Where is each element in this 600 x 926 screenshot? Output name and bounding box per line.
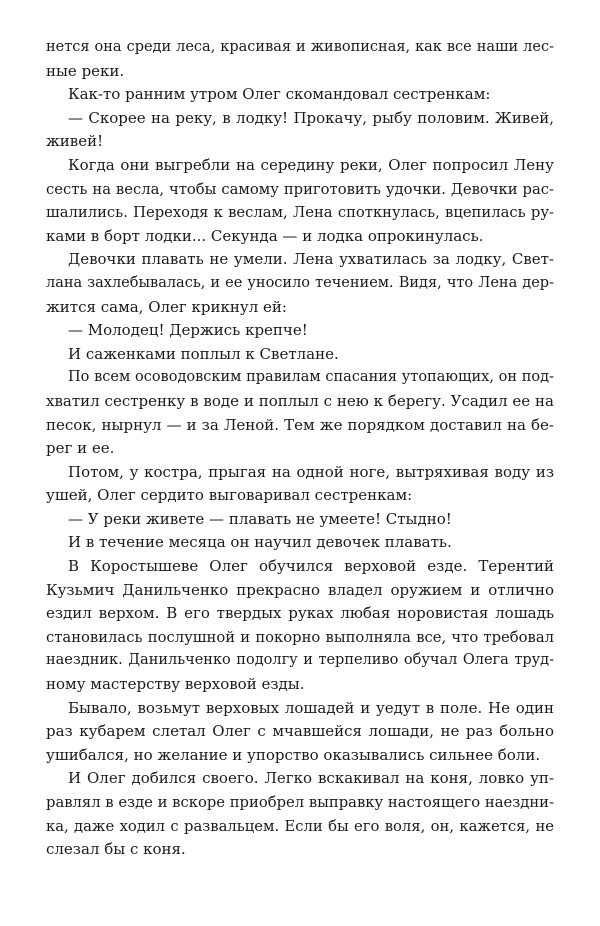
paragraph (46, 531, 554, 555)
text-line: — Скорее на реку, в лодку! Прокачу, рыбу половим. Живей, (68, 108, 554, 127)
text-line: хватил сестренку в воде и поплыл с нею к берегу. Усадил ее на (46, 391, 554, 410)
text-line: наездник. Данильченко подолгу и терпеливо обучал Олега труд- (46, 652, 554, 669)
paragraph (46, 83, 554, 107)
paragraph (46, 248, 554, 319)
text-line: раз кубарем слетал Олег с мчавшейся лошади, не раз больно (46, 722, 554, 741)
text-line: ному мастерству верховой езды. (46, 675, 305, 694)
paragraph (46, 343, 554, 367)
book-page (46, 36, 554, 862)
text-line: ные реки. (46, 61, 125, 80)
paragraph (46, 461, 554, 508)
paragraph (46, 508, 554, 532)
text-line: И Олег добился своего. Легко вскакивал на коня, ловко уп- (68, 769, 554, 788)
paragraph (46, 555, 554, 697)
text-line: лана захлебывалась, и ее уносило течением. Видя, что Лена дер- (46, 274, 554, 291)
text-line: ушей, Олег сердито выговаривал сестренкам: (46, 486, 413, 505)
paragraph (46, 767, 554, 861)
text-line: песок, нырнул — и за Леной. Тем же порядком доставил на бе- (46, 415, 554, 434)
paragraph (46, 697, 554, 768)
text-line: Бывало, возьмут верховых лошадей и уедут в поле. Не один (68, 698, 554, 717)
text-line: нется она среди леса, красивая и живописная, как все наши лес- (46, 39, 554, 55)
text-line: живей! (46, 132, 104, 151)
text-line: В Коростышеве Олег обучился верховой езде. Терентий (68, 557, 554, 576)
paragraph (46, 154, 554, 248)
text-line: слезал бы с коня. (46, 840, 186, 859)
text-line: Девочки плавать не умели. Лена ухватилась за лодку, Свет- (68, 250, 554, 269)
paragraph (46, 107, 554, 154)
text-line: И саженками поплыл к Светлане. (68, 344, 339, 363)
paragraph (46, 36, 554, 83)
text-line: рег и ее. (46, 439, 115, 458)
text-line: Кузьмич Данильченко прекрасно владел оружием и отлично (46, 580, 554, 599)
text-line: Когда они выгребли на середину реки, Олег попросил Лену (68, 155, 554, 174)
text-line: ка, даже ходил с развальцем. Если бы его воля, он, кажется, не (46, 817, 554, 835)
text-line: По всем осоводовским правилам спасания утопающих, он под- (68, 369, 554, 386)
text-line: ками в борт лодки... Секунда — и лодка опрокинулась. (46, 226, 484, 245)
text-line: жится сама, Олег крикнул ей: (46, 297, 287, 316)
text-line: Потом, у костра, прыгая на одной ноге, вытряхивая воду из (68, 462, 554, 481)
text-line: ушибался, но желание и упорство оказывались сильнее боли. (46, 745, 541, 764)
text-line: равлял в езде и вскоре приобрел выправку настоящего наездни- (46, 794, 554, 811)
text-line: сесть на весла, чтобы самому приготовить удочки. Девочки рас- (46, 180, 554, 198)
text-line: И в течение месяца он научил девочек плавать. (68, 533, 452, 552)
text-line: становилась послушной и покорно выполняла все, что требовал (46, 628, 554, 646)
text-line: Как-то ранним утром Олег скомандовал сестренкам: (68, 85, 491, 104)
paragraph (46, 366, 554, 460)
paragraph (46, 319, 554, 343)
text-line: — Молодец! Держись крепче! (68, 321, 308, 340)
text-line: ездил верхом. В его твердых руках любая норовистая лошадь (46, 604, 554, 623)
text-line: — У реки живете — плавать не умеете! Стыдно! (68, 509, 452, 528)
text-line: шалились. Переходя к веслам, Лена споткнулась, вцепилась ру- (46, 204, 554, 222)
